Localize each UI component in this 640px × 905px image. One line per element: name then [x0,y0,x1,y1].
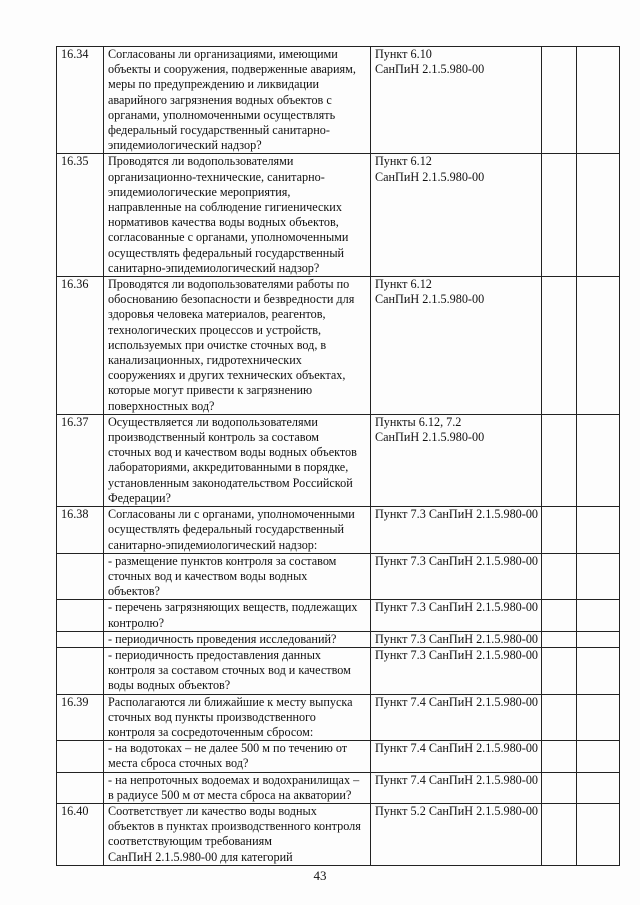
question-line: которые могут привести к загрязнению [108,383,313,398]
question-line: лабораториями, аккредитованными в порядке, [108,460,349,475]
reference-cell [371,631,542,647]
answer-yes-cell [542,647,577,694]
question-line: - размещение пунктов контроля за составом [108,553,337,568]
answer-yes-cell [542,47,577,154]
question-line: контролю? [108,615,165,630]
answer-yes-cell [542,600,577,631]
question-cell [104,694,371,741]
reference-line: Пункт 7.3 СанПиН 2.1.5.980-00 [375,553,539,568]
answer-yes-cell [542,553,577,600]
reference-line: Пункт 5.2 СанПиН 2.1.5.980-00 [375,803,539,818]
reference-cell [371,414,542,506]
question-cell [104,47,371,154]
answer-yes-cell [542,154,577,277]
table-row [57,772,620,803]
question-line: воды водных объектов? [108,678,231,693]
item-number: 16.34 [57,47,104,154]
reference-line: СанПиН 2.1.5.980-00 [375,430,485,445]
question-cell [104,553,371,600]
question-line: направленные на соблюдение гигиенических [108,200,342,215]
reference-cell [371,647,542,694]
item-number: 16.40 [57,803,104,865]
question-line: организационно-технические, санитарно- [108,169,325,184]
question-line: - периодичность проведения исследований? [108,631,337,646]
question-line: соответствующим требованиям [108,834,272,849]
reference-line: Пункт 7.4 СанПиН 2.1.5.980-00 [375,694,539,709]
answer-no-cell [577,631,620,647]
table-row [57,803,620,865]
question-line: органами, уполномоченными осуществлять [108,107,336,122]
question-line: - периодичность предоставления данных [108,647,321,662]
table-row [57,47,620,154]
table-row [57,631,620,647]
answer-no-cell [577,741,620,772]
question-line: используемых при очистке сточных вод, в [108,337,327,352]
question-line: санитарно-эпидемиологический надзор: [108,537,318,552]
reference-cell [371,507,542,554]
table-row [57,414,620,506]
reference-cell [371,553,542,600]
answer-yes-cell [542,507,577,554]
item-number: 16.36 [57,277,104,415]
question-line: осуществлять федеральный государственный [108,245,345,260]
item-number: 16.38 [57,507,104,554]
answer-yes-cell [542,414,577,506]
reference-line: Пункты 6.12, 7.2 [375,414,462,429]
question-cell [104,803,371,865]
table-row [57,600,620,631]
question-line: - на непроточных водоемах и водохранилищах – [108,772,360,787]
reference-line: СанПиН 2.1.5.980-00 [375,292,485,307]
reference-cell [371,741,542,772]
reference-line: Пункт 7.4 СанПиН 2.1.5.980-00 [375,741,539,756]
reference-line: Пункт 7.3 СанПиН 2.1.5.980-00 [375,600,539,615]
table-row [57,277,620,415]
answer-no-cell [577,647,620,694]
answer-no-cell [577,803,620,865]
item-number [57,631,104,647]
question-line: Проводятся ли водопользователями работы по [108,277,350,292]
reference-line: Пункт 7.3 СанПиН 2.1.5.980-00 [375,631,539,646]
question-line: контроля за составом сточных вод и качеством [108,663,351,678]
question-line: федеральный государственный санитарно- [108,123,330,138]
question-cell [104,741,371,772]
answer-no-cell [577,694,620,741]
reference-line: СанПиН 2.1.5.980-00 [375,169,485,184]
question-cell [104,507,371,554]
answer-yes-cell [542,772,577,803]
question-line: нормативов качества воды водных объектов, [108,215,339,230]
reference-cell [371,154,542,277]
question-line: места сброса сточных вод? [108,756,249,771]
reference-line: Пункт 7.3 СанПиН 2.1.5.980-00 [375,647,539,662]
question-line: в радиусе 500 м от места сброса на акватории? [108,787,352,802]
question-line: согласованные с органами, уполномоченными [108,230,349,245]
reference-line: СанПиН 2.1.5.980-00 [375,62,485,77]
question-cell [104,631,371,647]
question-line: меры по предупреждению и ликвидации [108,77,320,92]
answer-no-cell [577,414,620,506]
question-line: санитарно-эпидемиологический надзор? [108,260,320,275]
question-line: Согласованы ли организациями, имеющими [108,47,338,61]
item-number [57,553,104,600]
question-line: объектов в пунктах производственного контроля [108,819,361,834]
answer-no-cell [577,772,620,803]
question-line: эпидемиологические мероприятия, [108,184,291,199]
question-cell [104,772,371,803]
checklist-body [57,47,620,866]
question-line: обоснованию безопасности и безвредности для [108,292,355,307]
question-line: объектов? [108,584,160,599]
reference-cell [371,694,542,741]
question-line: сооружениях и других технических объектах, [108,368,346,383]
reference-cell [371,600,542,631]
page-number: 43 [313,868,327,883]
answer-yes-cell [542,277,577,415]
item-number: 16.37 [57,414,104,506]
question-line: производственный контроль за составом [108,430,320,445]
reference-line: Пункт 7.4 СанПиН 2.1.5.980-00 [375,772,539,787]
reference-cell [371,47,542,154]
answer-yes-cell [542,694,577,741]
reference-cell [371,772,542,803]
question-cell [104,414,371,506]
table-row [57,694,620,741]
question-cell [104,647,371,694]
reference-cell [371,803,542,865]
question-cell [104,600,371,631]
question-line: аварийного загрязнения водных объектов с [108,92,332,107]
question-line: Осуществляется ли водопользователями [108,414,318,429]
item-number: 16.39 [57,694,104,741]
answer-no-cell [577,47,620,154]
table-row [57,553,620,600]
reference-line: Пункт 6.12 [375,277,432,292]
reference-line: Пункт 6.12 [375,154,432,169]
question-line: сточных вод и качеством воды водных объектов [108,445,357,460]
question-line: Соответствует ли качество воды водных [108,803,317,818]
question-cell [104,154,371,277]
answer-no-cell [577,553,620,600]
question-line: сточных вод и качеством воды водных [108,568,308,583]
reference-cell [371,277,542,415]
answer-no-cell [577,600,620,631]
item-number [57,647,104,694]
answer-yes-cell [542,803,577,865]
item-number [57,772,104,803]
table-row [57,507,620,554]
question-line: Федерации? [108,490,171,505]
item-number: 16.35 [57,154,104,277]
question-line: - перечень загрязняющих веществ, подлежащих [108,600,358,615]
question-cell [104,277,371,415]
answer-yes-cell [542,741,577,772]
answer-yes-cell [542,631,577,647]
question-line: СанПиН 2.1.5.980-00 для категорий [108,849,293,864]
answer-no-cell [577,154,620,277]
question-line: Проводятся ли водопользователями [108,154,294,169]
reference-line: Пункт 7.3 СанПиН 2.1.5.980-00 [375,507,539,522]
question-line: Располагаются ли ближайшие к месту выпуска [108,694,353,709]
question-line: контроля за сосредоточенным сбросом: [108,724,314,739]
question-line: поверхностных вод? [108,398,215,413]
question-line: объекты и сооружения, подверженные авариям, [108,62,356,77]
table-row [57,647,620,694]
item-number [57,741,104,772]
reference-line: Пункт 6.10 [375,47,432,61]
table-row [57,154,620,277]
question-line: канализационных, гидротехнических [108,353,302,368]
question-line: осуществлять федеральный государственный [108,522,345,537]
question-line: Согласованы ли с органами, уполномоченными [108,507,355,522]
checklist-table [56,46,620,866]
answer-no-cell [577,507,620,554]
item-number [57,600,104,631]
question-line: сточных вод пункты производственного [108,709,316,724]
question-line: эпидемиологический надзор? [108,138,262,153]
question-line: установленным законодательством Российской [108,475,353,490]
question-line: здоровья человека материалов, реагентов, [108,307,326,322]
question-line: - на водотоках – не далее 500 м по течению от [108,741,348,756]
table-row [57,741,620,772]
question-line: технологических процессов и устройств, [108,322,322,337]
answer-no-cell [577,277,620,415]
